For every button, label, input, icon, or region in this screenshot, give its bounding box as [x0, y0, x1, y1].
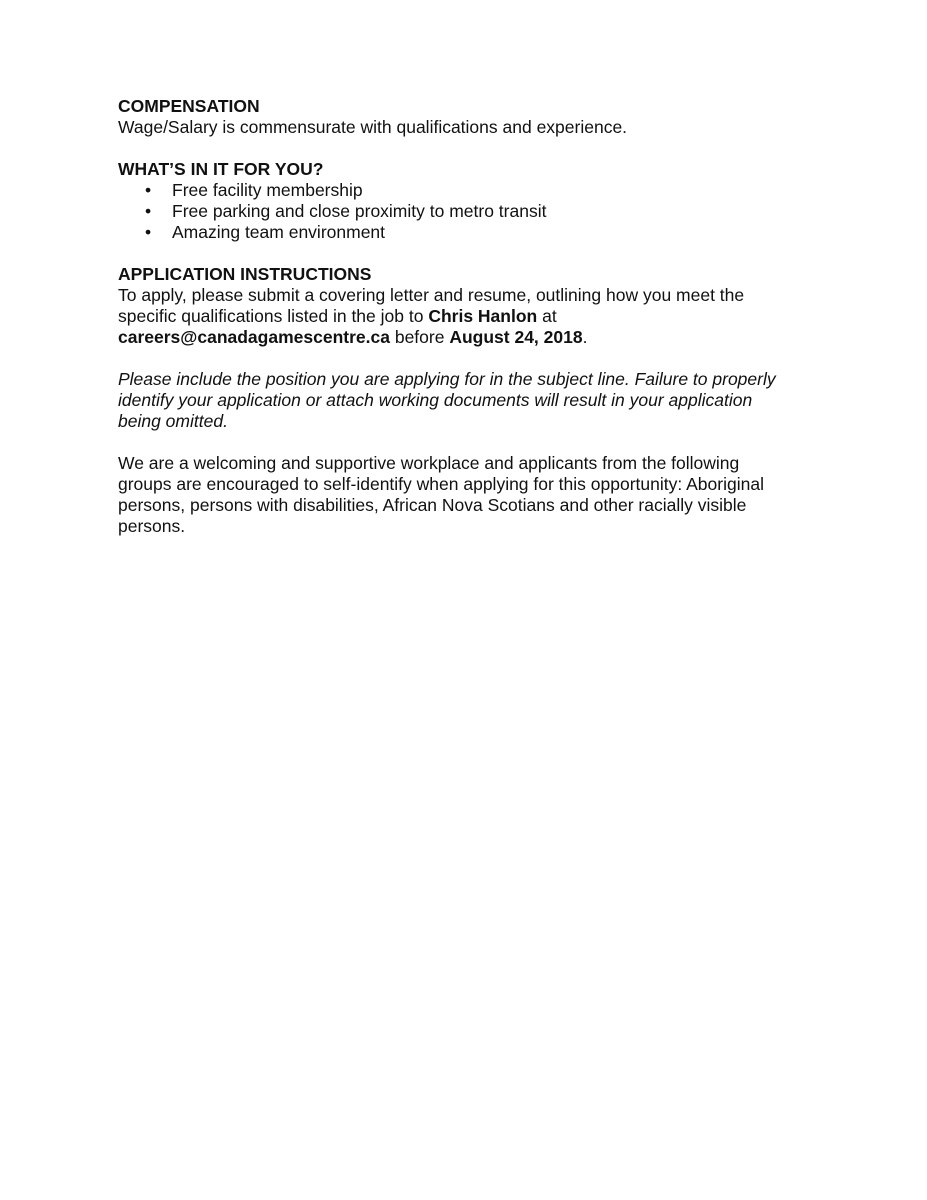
- list-item: [118, 222, 818, 243]
- period: .: [582, 327, 588, 347]
- note-section: [118, 369, 818, 432]
- benefit-text: Free parking and close proximity to metro transit: [172, 201, 547, 221]
- compensation-text: Wage/Salary is commensurate with qualifications and experience.: [118, 117, 628, 137]
- note-line-2: identify your application or attach working documents will result in your application: [118, 390, 753, 410]
- benefit-text: Amazing team environment: [172, 222, 386, 242]
- list-item: [118, 201, 818, 222]
- application-line-2-prefix: specific qualifications listed in the job to: [118, 306, 429, 326]
- diversity-section: [118, 453, 818, 537]
- before-text: before: [389, 327, 450, 347]
- application-deadline: August 24, 2018: [449, 327, 583, 347]
- benefit-text: Free facility membership: [172, 180, 363, 200]
- application-line-1: To apply, please submit a covering letter and resume, outlining how you meet the: [118, 285, 745, 305]
- application-line-2: [118, 306, 818, 327]
- note-line-3: being omitted.: [118, 411, 228, 431]
- diversity-line-1: We are a welcoming and supportive workplace and applicants from the following: [118, 453, 740, 473]
- diversity-line-3: persons, persons with disabilities, African Nova Scotians and other racially visible: [118, 495, 747, 515]
- application-line-3: [118, 327, 818, 348]
- application-line-2-suffix: at: [537, 306, 557, 326]
- diversity-line-2: groups are encouraged to self-identify when applying for this opportunity: Aboriginal: [118, 474, 764, 494]
- benefits-list: [118, 180, 818, 243]
- contact-name: Chris Hanlon: [428, 306, 538, 326]
- bullet-icon: •: [145, 222, 152, 242]
- compensation-heading: COMPENSATION: [118, 96, 260, 116]
- note-line-1: Please include the position you are applying for in the subject line. Failure to properly: [118, 369, 776, 389]
- bullet-icon: •: [145, 180, 152, 200]
- benefits-heading: WHAT’S IN IT FOR YOU?: [118, 159, 324, 179]
- compensation-section: [118, 96, 818, 138]
- bullet-icon: •: [145, 201, 152, 221]
- application-email: careers@canadagamescentre.ca: [118, 327, 390, 347]
- application-heading: APPLICATION INSTRUCTIONS: [118, 264, 372, 284]
- diversity-line-4: persons.: [118, 516, 186, 536]
- document-page: [118, 96, 818, 558]
- list-item: [118, 180, 818, 201]
- application-section: [118, 264, 818, 348]
- benefits-section: [118, 159, 818, 243]
